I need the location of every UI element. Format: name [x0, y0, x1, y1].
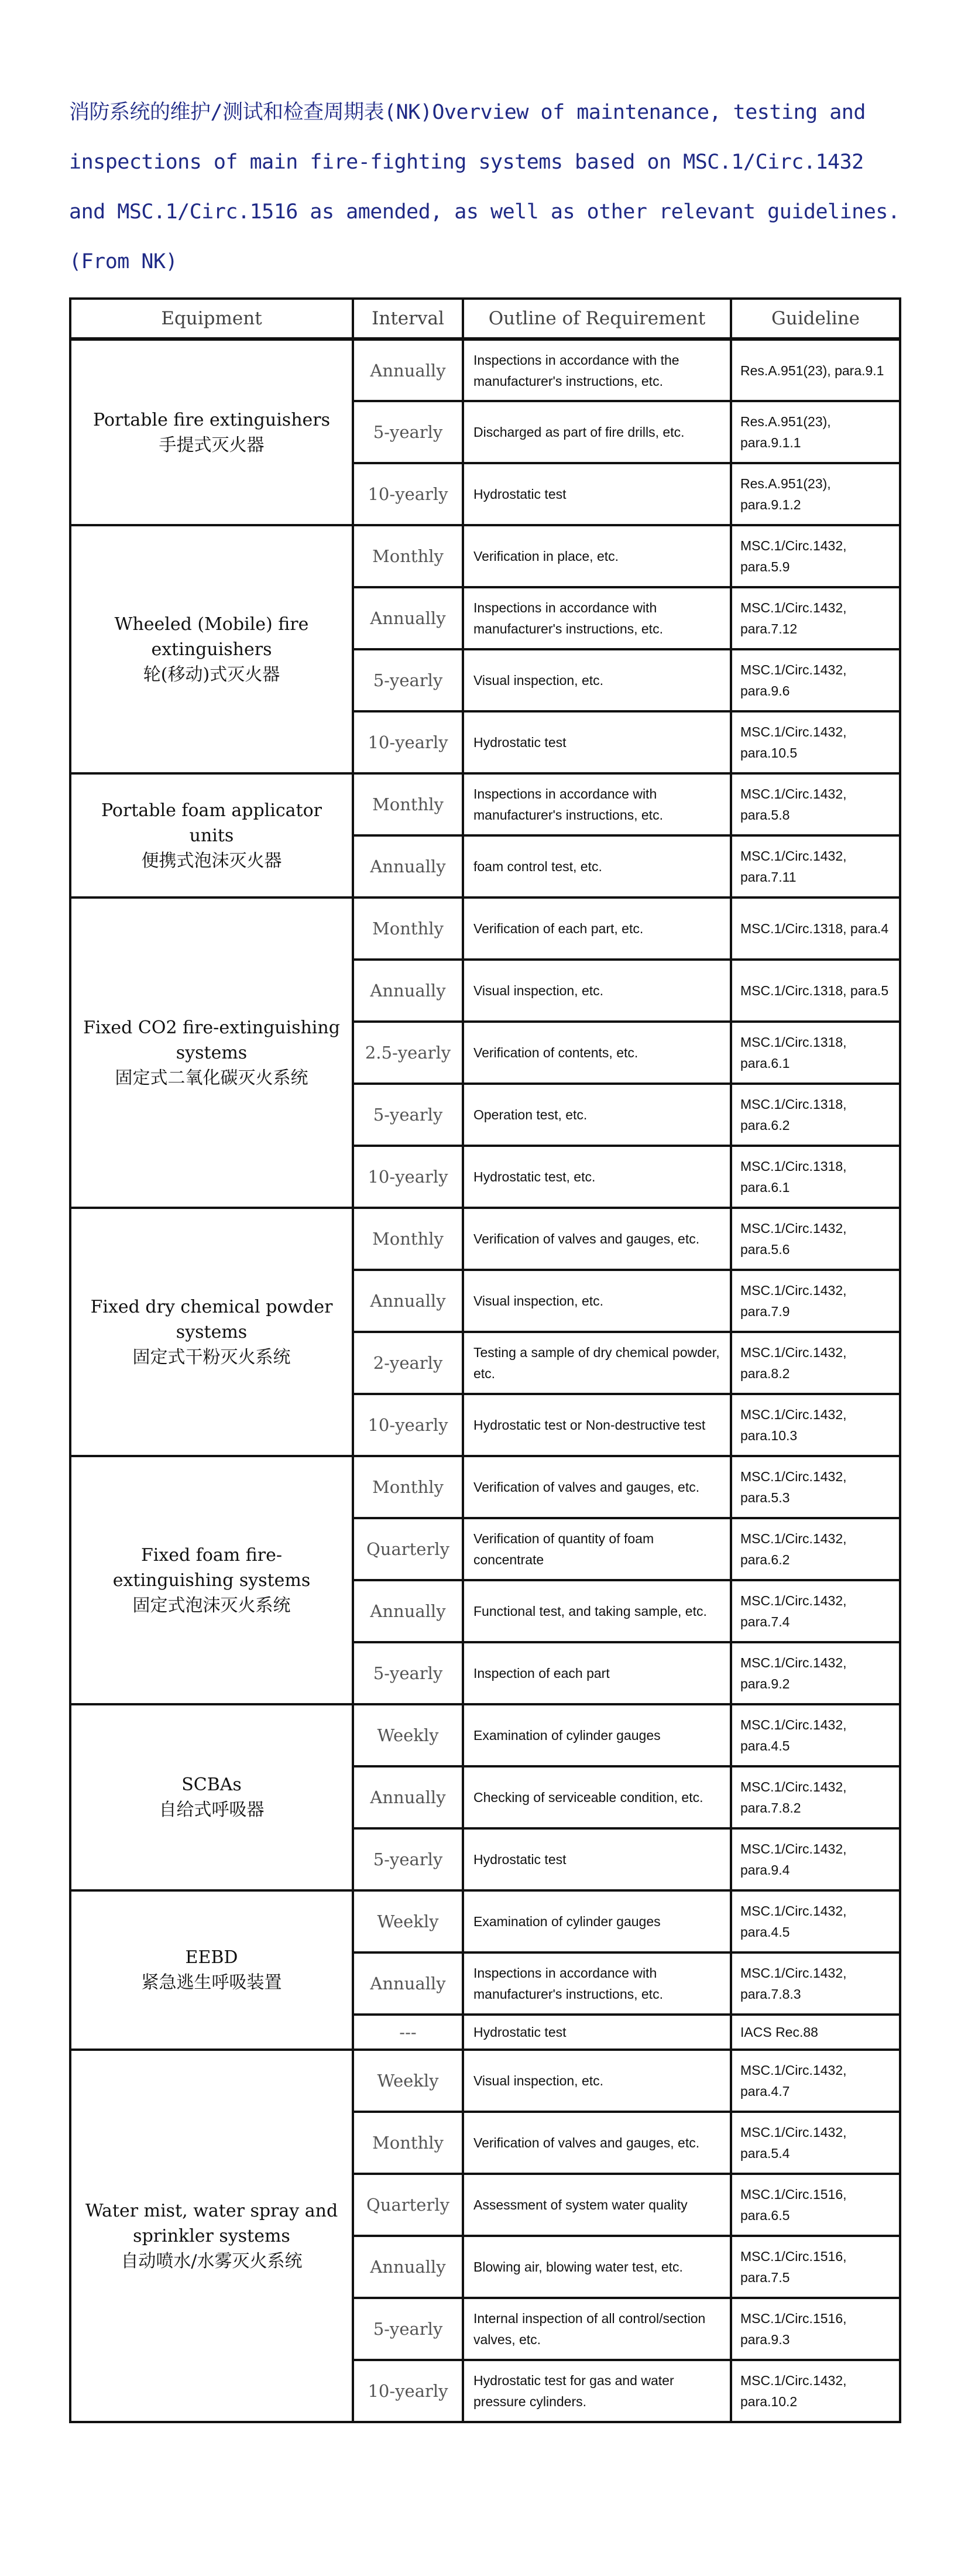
guideline-cell: Res.A.951(23), para.9.1	[731, 339, 900, 401]
interval-cell: 10-yearly	[353, 711, 463, 773]
interval-cell: Annually	[353, 339, 463, 401]
table-header-row	[70, 299, 900, 339]
interval-cell: Weekly	[353, 1704, 463, 1766]
equipment-name-cn: 紧急逃生呼吸装置	[141, 1972, 282, 1993]
equipment-cell	[70, 1456, 353, 1704]
table-row	[70, 773, 900, 835]
header-equipment: Equipment	[70, 299, 353, 339]
table-row	[70, 525, 900, 587]
table-row	[70, 1890, 900, 1952]
equipment-cell	[70, 525, 353, 773]
outline-cell: Verification of each part, etc.	[463, 898, 731, 960]
equipment-name-en: Fixed foam fire-extinguishing systems	[112, 1544, 311, 1591]
guideline-cell: MSC.1/Circ.1432, para.7.4	[731, 1580, 900, 1642]
equipment-name-en: EEBD	[185, 1947, 238, 1968]
interval-cell: Annually	[353, 1580, 463, 1642]
guideline-cell: MSC.1/Circ.1516, para.7.5	[731, 2236, 900, 2298]
outline-cell: Visual inspection, etc.	[463, 1270, 731, 1332]
outline-cell: Examination of cylinder gauges	[463, 1890, 731, 1952]
interval-cell: Annually	[353, 1766, 463, 1828]
equipment-name-en: Wheeled (Mobile) fire extinguishers	[114, 614, 309, 660]
interval-cell: Monthly	[353, 1208, 463, 1270]
outline-cell: Verification in place, etc.	[463, 525, 731, 587]
interval-cell: 5-yearly	[353, 1642, 463, 1704]
table-row	[70, 1704, 900, 1766]
equipment-name-cn: 自动喷水/水雾灭火系统	[121, 2250, 303, 2272]
interval-cell: 10-yearly	[353, 2360, 463, 2422]
outline-cell: Checking of serviceable condition, etc.	[463, 1766, 731, 1828]
outline-cell: Inspections in accordance with manufacturer's instructions, etc.	[463, 587, 731, 649]
interval-cell: Annually	[353, 1952, 463, 2015]
equipment-name-cn: 轮(移动)式灭火器	[143, 664, 280, 685]
interval-cell: Monthly	[353, 773, 463, 835]
equipment-cell	[70, 1208, 353, 1456]
guideline-cell: MSC.1/Circ.1432, para.7.8.2	[731, 1766, 900, 1828]
guideline-cell: MSC.1/Circ.1318, para.5	[731, 960, 900, 1022]
equipment-cell	[70, 339, 353, 525]
equipment-cell	[70, 773, 353, 898]
guideline-cell: MSC.1/Circ.1432, para.7.12	[731, 587, 900, 649]
guideline-cell: MSC.1/Circ.1432, para.5.8	[731, 773, 900, 835]
interval-cell: 10-yearly	[353, 463, 463, 525]
equipment-name-cn: 手提式灭火器	[159, 434, 265, 455]
guideline-cell: MSC.1/Circ.1432, para.5.9	[731, 525, 900, 587]
outline-cell: Inspection of each part	[463, 1642, 731, 1704]
outline-cell: Verification of contents, etc.	[463, 1022, 731, 1084]
guideline-cell: MSC.1/Circ.1432, para.4.5	[731, 1890, 900, 1952]
outline-cell: Visual inspection, etc.	[463, 960, 731, 1022]
header-guideline: Guideline	[731, 299, 900, 339]
header-outline: Outline of Requirement	[463, 299, 731, 339]
outline-cell: Assessment of system water quality	[463, 2174, 731, 2236]
outline-cell: Verification of valves and gauges, etc.	[463, 1456, 731, 1518]
outline-cell: Hydrostatic test	[463, 463, 731, 525]
interval-cell: 2-yearly	[353, 1332, 463, 1394]
table-body	[70, 339, 900, 2422]
equipment-cell	[70, 1704, 353, 1890]
table-row	[70, 898, 900, 960]
table-row	[70, 1208, 900, 1270]
table-row	[70, 339, 900, 401]
guideline-cell: MSC.1/Circ.1432, para.4.5	[731, 1704, 900, 1766]
interval-cell: 5-yearly	[353, 1084, 463, 1146]
equipment-name-cn: 固定式泡沫灭火系统	[132, 1595, 291, 1616]
guideline-cell: MSC.1/Circ.1318, para.6.1	[731, 1146, 900, 1208]
equipment-name-en: Portable foam applicator units	[101, 800, 322, 846]
interval-cell: Annually	[353, 960, 463, 1022]
outline-cell: Verification of quantity of foam concentrate	[463, 1518, 731, 1580]
outline-cell: Inspections in accordance with manufacturer's instructions, etc.	[463, 1952, 731, 2015]
interval-cell: Monthly	[353, 525, 463, 587]
guideline-cell: MSC.1/Circ.1432, para.10.5	[731, 711, 900, 773]
guideline-cell: MSC.1/Circ.1432, para.5.3	[731, 1456, 900, 1518]
equipment-name-cn: 固定式干粉灭火系统	[132, 1347, 291, 1368]
guideline-cell: MSC.1/Circ.1432, para.9.4	[731, 1828, 900, 1890]
equipment-name-cn: 固定式二氧化碳灭火系统	[115, 1067, 308, 1088]
interval-cell: 5-yearly	[353, 1828, 463, 1890]
equipment-name-en: Fixed CO2 fire-extinguishing systems	[83, 1017, 340, 1063]
outline-cell: Hydrostatic test	[463, 1828, 731, 1890]
guideline-cell: MSC.1/Circ.1432, para.8.2	[731, 1332, 900, 1394]
guideline-cell: MSC.1/Circ.1432, para.9.2	[731, 1642, 900, 1704]
guideline-cell: MSC.1/Circ.1432, para.9.6	[731, 649, 900, 711]
guideline-cell: MSC.1/Circ.1432, para.10.3	[731, 1394, 900, 1456]
outline-cell: Functional test, and taking sample, etc.	[463, 1580, 731, 1642]
equipment-cell	[70, 1890, 353, 2050]
header-interval: Interval	[353, 299, 463, 339]
equipment-name-en: Portable fire extinguishers	[92, 409, 330, 430]
table-row	[70, 2050, 900, 2112]
interval-cell: Monthly	[353, 1456, 463, 1518]
interval-cell: 5-yearly	[353, 401, 463, 463]
interval-cell: Weekly	[353, 2050, 463, 2112]
table-row	[70, 1456, 900, 1518]
equipment-name-cn: 便携式泡沫灭火器	[141, 850, 282, 871]
guideline-cell: MSC.1/Circ.1318, para.4	[731, 898, 900, 960]
interval-cell: 10-yearly	[353, 1394, 463, 1456]
guideline-cell: MSC.1/Circ.1516, para.6.5	[731, 2174, 900, 2236]
outline-cell: Inspections in accordance with manufacturer's instructions, etc.	[463, 773, 731, 835]
guideline-cell: MSC.1/Circ.1432, para.7.11	[731, 835, 900, 898]
interval-cell: 2.5-yearly	[353, 1022, 463, 1084]
outline-cell: Internal inspection of all control/section valves, etc.	[463, 2298, 731, 2360]
outline-cell: Visual inspection, etc.	[463, 649, 731, 711]
guideline-cell: Res.A.951(23), para.9.1.1	[731, 401, 900, 463]
interval-cell: 5-yearly	[353, 649, 463, 711]
interval-cell: ---	[353, 2015, 463, 2050]
outline-cell: Verification of valves and gauges, etc.	[463, 2112, 731, 2174]
guideline-cell: MSC.1/Circ.1432, para.6.2	[731, 1518, 900, 1580]
interval-cell: Quarterly	[353, 2174, 463, 2236]
equipment-name-en: SCBAs	[181, 1775, 242, 1795]
interval-cell: 5-yearly	[353, 2298, 463, 2360]
page-title: 消防系统的维护/测试和检查周期表(NK)Overview of maintenance, testing and inspections of main fire-fighting systems based on MSC.1/Circ.1432 and MSC.1/Circ.1516 as amended, as well as other relevant guidelines.(From NK)	[69, 101, 900, 273]
outline-cell: Operation test, etc.	[463, 1084, 731, 1146]
outline-cell: Hydrostatic test, etc.	[463, 1146, 731, 1208]
outline-cell: Discharged as part of fire drills, etc.	[463, 401, 731, 463]
interval-cell: 10-yearly	[353, 1146, 463, 1208]
guideline-cell: IACS Rec.88	[731, 2015, 900, 2050]
outline-cell: foam control test, etc.	[463, 835, 731, 898]
equipment-name-cn: 自给式呼吸器	[159, 1800, 265, 1820]
guideline-cell: MSC.1/Circ.1432, para.7.8.3	[731, 1952, 900, 2015]
outline-cell: Hydrostatic test	[463, 711, 731, 773]
outline-cell: Examination of cylinder gauges	[463, 1704, 731, 1766]
outline-cell: Verification of valves and gauges, etc.	[463, 1208, 731, 1270]
outline-cell: Inspections in accordance with the manufacturer's instructions, etc.	[463, 339, 731, 401]
guideline-cell: MSC.1/Circ.1432, para.10.2	[731, 2360, 900, 2422]
interval-cell: Annually	[353, 587, 463, 649]
interval-cell: Monthly	[353, 2112, 463, 2174]
interval-cell: Annually	[353, 835, 463, 898]
maintenance-table	[69, 297, 901, 2423]
guideline-cell: MSC.1/Circ.1432, para.5.6	[731, 1208, 900, 1270]
outline-cell: Testing a sample of dry chemical powder, etc.	[463, 1332, 731, 1394]
interval-cell: Quarterly	[353, 1518, 463, 1580]
equipment-cell	[70, 2050, 353, 2422]
guideline-cell: MSC.1/Circ.1432, para.7.9	[731, 1270, 900, 1332]
interval-cell: Weekly	[353, 1890, 463, 1952]
outline-cell: Blowing air, blowing water test, etc.	[463, 2236, 731, 2298]
guideline-cell: MSC.1/Circ.1516, para.9.3	[731, 2298, 900, 2360]
interval-cell: Annually	[353, 2236, 463, 2298]
equipment-cell	[70, 898, 353, 1208]
guideline-cell: MSC.1/Circ.1318, para.6.1	[731, 1022, 900, 1084]
outline-cell: Hydrostatic test	[463, 2015, 731, 2050]
outline-cell: Hydrostatic test or Non-destructive test	[463, 1394, 731, 1456]
equipment-name-en: Fixed dry chemical powder systems	[90, 1296, 333, 1342]
outline-cell: Hydrostatic test for gas and water pressure cylinders.	[463, 2360, 731, 2422]
guideline-cell: Res.A.951(23), para.9.1.2	[731, 463, 900, 525]
interval-cell: Monthly	[353, 898, 463, 960]
interval-cell: Annually	[353, 1270, 463, 1332]
outline-cell: Visual inspection, etc.	[463, 2050, 731, 2112]
guideline-cell: MSC.1/Circ.1432, para.4.7	[731, 2050, 900, 2112]
guideline-cell: MSC.1/Circ.1318, para.6.2	[731, 1084, 900, 1146]
guideline-cell: MSC.1/Circ.1432, para.5.4	[731, 2112, 900, 2174]
equipment-name-en: Water mist, water spray and sprinkler systems	[85, 2200, 338, 2246]
